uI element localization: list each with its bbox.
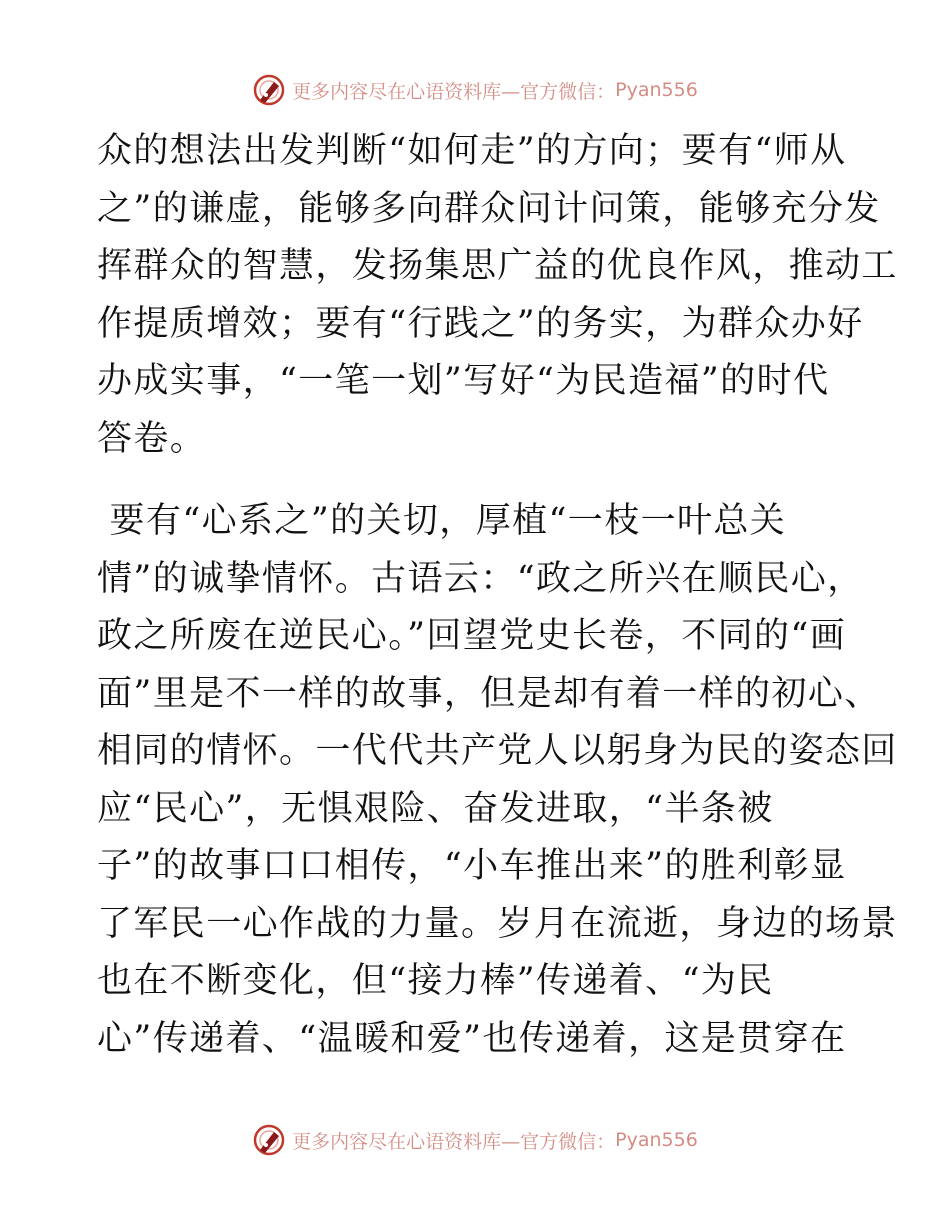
- text-line: 相同的情怀。一代代共产党人以躬身为民的姿态回: [97, 731, 898, 771]
- text-line: 要有“心系之”的关切，厚植“一枝一叶总关: [97, 501, 787, 541]
- text-line: 作提质增效；要有“行践之”的务实，为群众办好: [97, 303, 864, 344]
- text-line: 情”的诚挚情怀。古语云：“政之所兴在顺民心，: [97, 558, 864, 599]
- text-line: 众的想法出发判断“如何走”的方向；要有“师从: [97, 131, 847, 171]
- watermark-account: Pyan556: [615, 1129, 698, 1151]
- text-line: 政之所废在逆民心。”回望党史长卷，不同的“画: [97, 616, 847, 656]
- text-line: 子”的故事口口相传，“小车推出来”的胜利彰显: [97, 846, 847, 886]
- text-line: 面”里是不一样的故事，但是却有着一样的初心、: [97, 673, 881, 714]
- watermark-text: 更多内容尽在心语资料库—官方微信：: [292, 1130, 616, 1153]
- watermark-text: 更多内容尽在心语资料库—官方微信：: [292, 80, 616, 103]
- text-line: 挥群众的智慧，发扬集思广益的优良作风，推动工: [97, 246, 898, 286]
- text-line: 之”的谦虚，能够多向群众问计问策，能够充分发: [97, 188, 881, 229]
- paragraph-2: [97, 493, 898, 1068]
- pen-nib-logo-icon: [252, 73, 286, 107]
- text-line: 应“民心”，无惧艰险、奋发进取，“半条被: [97, 788, 774, 829]
- text-line: 也在不断变化，但“接力棒”传递着、“为民: [97, 961, 774, 1001]
- footer-watermark: [0, 1120, 950, 1160]
- text-line: 了军民一心作战的力量。岁月在流逝，身边的场景: [97, 903, 898, 944]
- watermark-account: Pyan556: [615, 79, 698, 101]
- paragraph-gap: [97, 468, 852, 493]
- document-body: [97, 123, 898, 1068]
- text-line: 办成实事，“一笔一划”写好“为民造福”的时代: [97, 361, 830, 401]
- pen-nib-logo-icon: [252, 1123, 286, 1157]
- text-line: 心”传递着、“温暖和爱”也传递着，这是贯穿在: [97, 1018, 847, 1059]
- text-line: 答卷。: [97, 418, 207, 459]
- paragraph-1: [97, 123, 898, 468]
- header-watermark: [0, 70, 950, 110]
